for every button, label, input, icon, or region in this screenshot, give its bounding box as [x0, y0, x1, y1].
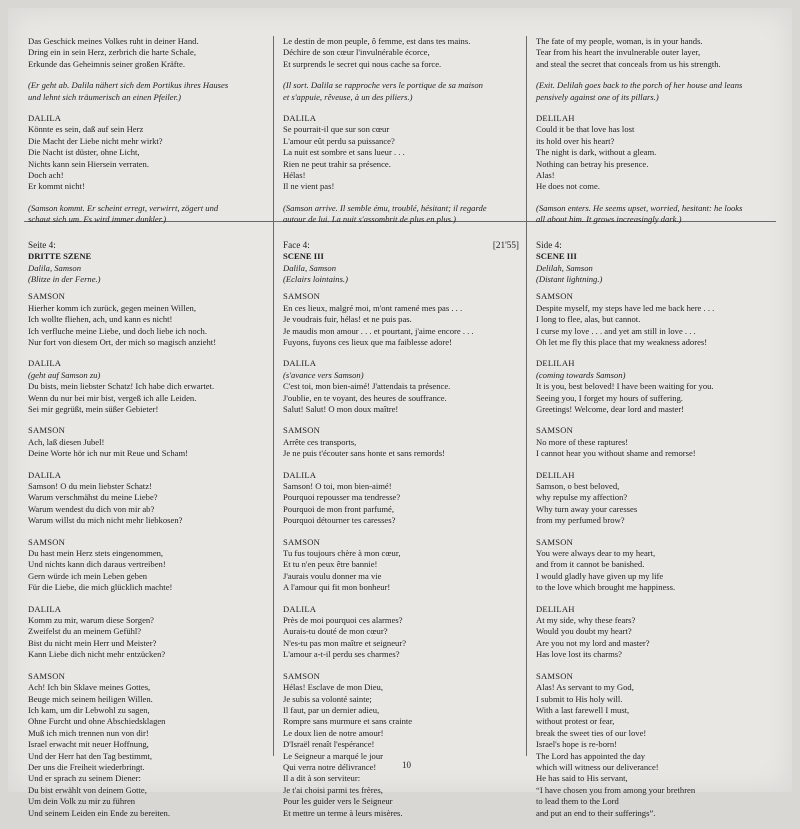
verse-line: N'es-tu pas mon maître et seigneur? — [283, 637, 407, 648]
verse-line: C'est toi, mon bien-aimé! J'attendais ta présence. — [283, 381, 451, 392]
side-label — [283, 240, 523, 251]
speaker-name: SAMSON — [283, 291, 321, 302]
verse-line: Rien ne peut trahir sa présence. — [283, 158, 391, 169]
stage-direction-line: (Distant lightning.) — [536, 273, 603, 284]
verse-line: Pour les guider vers le Seigneur — [283, 796, 393, 807]
verse-line: to the love which brought me happiness. — [536, 582, 676, 593]
opening-verse — [536, 36, 776, 70]
verse-line: Der uns die Freiheit wiederbringt. — [28, 761, 145, 772]
speaker-name: DALILA — [283, 358, 317, 369]
column-divider — [273, 36, 274, 756]
speech — [283, 113, 523, 193]
column-german — [28, 36, 268, 829]
stage-direction-line: (coming towards Samson) — [536, 369, 626, 380]
verse-line: Hierher komm ich zurück, gegen meinen Willen, — [28, 302, 196, 313]
stage-direction-line: (Exit. Delilah goes back to the porch of her house and leans — [536, 80, 743, 91]
verse-line: and from it cannot be banished. — [536, 559, 645, 570]
verse-line: J'aurais voulu donner ma vie — [283, 570, 382, 581]
verse-line: Je t'ai choisi parmi tes frères, — [283, 784, 383, 795]
speech — [536, 604, 776, 661]
verse-line: Il faut, par un dernier adieu, — [283, 704, 380, 715]
stage-direction — [283, 80, 523, 103]
verse-line: Doch ach! — [28, 170, 64, 181]
verse-line: I cannot hear you without shame and remorse! — [536, 448, 696, 459]
speech — [536, 671, 776, 819]
verse-line: Je voudrais fuir, hélas! et ne puis pas. — [283, 314, 412, 325]
verse-line: The Lord has appointed the day — [536, 750, 646, 761]
verse-line: At my side, why these fears? — [536, 615, 636, 626]
verse-line: Qui verra notre délivrance! — [283, 761, 377, 772]
speaker-name: DELILAH — [536, 469, 575, 480]
verse-line: “I have chosen you from among your brethren — [536, 784, 696, 795]
verse-line: Oh let me fly this place that my weakness adores! — [536, 336, 708, 347]
side-label-text: Side 4: — [536, 239, 562, 250]
verse-line: Israel's hope is re-born! — [536, 739, 618, 750]
verse-line: Samson! O du mein liebster Schatz! — [28, 481, 152, 491]
verse-line: Warum verschmähst du meine Liebe? — [28, 492, 158, 503]
verse-line: Déchire de son cœur l'invulnérable écorce, — [283, 47, 430, 58]
verse-line: Could it be that love has lost — [536, 124, 635, 135]
speaker-name: DALILA — [283, 469, 317, 480]
verse-line: Pourquoi détourner tes caresses? — [283, 515, 396, 526]
opening-verse — [283, 36, 523, 70]
stage-direction-line: (Eclairs lointains.) — [283, 273, 348, 284]
verse-line: I submit to His holy will. — [536, 693, 623, 704]
speaker-name: DALILA — [28, 358, 62, 369]
speaker-name: SAMSON — [283, 670, 321, 681]
speech — [283, 671, 523, 819]
speech — [28, 470, 268, 527]
verse-line: Die Nacht ist düster, ohne Licht, — [28, 147, 140, 158]
verse-line: Ohne Furcht und ohne Abschiedsklagen — [28, 716, 166, 727]
verse-line: without protest or fear, — [536, 716, 615, 727]
verse-line: Aurais-tu douté de mon cœur? — [283, 626, 388, 637]
verse-line: L'amour a-t-il perdu ses charmes? — [283, 649, 400, 660]
verse-line: A l'amour qui fit mon bonheur! — [283, 582, 391, 593]
verse-line: Are you not my lord and master? — [536, 637, 650, 648]
verse-line: I long to flee, alas, but cannot. — [536, 314, 641, 325]
speaker-name: SAMSON — [536, 425, 574, 436]
verse-line: D'Israël renaît l'espérance! — [283, 739, 375, 750]
scene-characters: Delilah, Samson — [536, 262, 593, 273]
verse-line: Fuyons, fuyons ces lieux que ma faiblesse adore! — [283, 336, 452, 347]
verse-line: Komm zu mir, warum diese Sorgen? — [28, 615, 154, 626]
stage-direction-line: (Samson arrive. Il semble ému, troublé, hésitant; il regarde — [283, 202, 487, 213]
speaker-name: SAMSON — [283, 536, 321, 547]
stage-direction-line: autour de lui. La nuit s'assombrit de plus en plus.) — [283, 214, 457, 225]
verse-line: Ach! Ich bin Sklave meines Gottes, — [28, 682, 151, 693]
verse-line: Beuge mich seinem heiligen Willen. — [28, 693, 153, 704]
stage-direction-line: (Blitze in der Ferne.) — [28, 273, 101, 284]
speech — [28, 358, 268, 415]
stage-direction-line: und lehnt sich träumerisch an einen Pfeiler.) — [28, 91, 181, 102]
verse-line: Le destin de mon peuple, ô femme, est dans tes mains. — [283, 36, 471, 46]
scene-heading — [28, 240, 268, 286]
verse-line: Nothing can betray his presence. — [536, 158, 649, 169]
verse-line: Alas! — [536, 170, 555, 181]
scene-characters: Dalila, Samson — [283, 262, 336, 273]
verse-line: Dring ein in sein Herz, zerbrich die harte Schale, — [28, 47, 196, 58]
speech — [536, 537, 776, 594]
track-time: [21'55] — [492, 239, 519, 250]
stage-direction-line: all about him. It grows increasingly dark.) — [536, 214, 682, 225]
verse-line: from my perfumed brow? — [536, 515, 625, 526]
verse-line: With a last farewell I must, — [536, 704, 630, 715]
verse-line: Warum wendest du dich von mir ab? — [28, 503, 155, 514]
verse-line: Je ne puis t'écouter sans honte et sans remords! — [283, 448, 445, 459]
speaker-name: DALILA — [283, 603, 317, 614]
stage-direction-line: schaut sich um. Es wird immer dunkler.) — [28, 214, 167, 225]
speaker-name: SAMSON — [283, 425, 321, 436]
verse-line: The night is dark, without a gleam. — [536, 147, 657, 158]
verse-line: I curse my love . . . and yet am still in love . . . — [536, 325, 696, 336]
speech — [283, 291, 523, 348]
verse-line: I would gladly have given up my life — [536, 570, 664, 581]
speaker-name: DELILAH — [536, 358, 575, 369]
speech — [28, 537, 268, 594]
scene-title: SCENE III — [283, 251, 324, 262]
verse-line: No more of these raptures! — [536, 436, 629, 447]
verse-line: Le doux lien de notre amour! — [283, 727, 384, 738]
verse-line: L'amour eût perdu sa puissance? — [283, 135, 395, 146]
side-label — [28, 240, 268, 251]
verse-line: to lead them to the Lord — [536, 796, 619, 807]
stage-direction-line: (Il sort. Dalila se rapproche vers le portique de sa maison — [283, 80, 483, 91]
verse-line: Gern würde ich mein Leben geben — [28, 570, 148, 581]
verse-line: Il ne vient pas! — [283, 181, 335, 192]
verse-line: Kann Liebe dich nicht mehr entzücken? — [28, 649, 166, 660]
speech — [536, 113, 776, 193]
speech — [28, 113, 268, 193]
scene-heading — [536, 240, 776, 286]
verse-line: Greetings! Welcome, dear lord and master! — [536, 403, 685, 414]
speech — [28, 425, 268, 459]
scene-title: SCENE III — [536, 251, 577, 262]
stage-direction — [536, 80, 776, 103]
verse-line: Je maudis mon amour . . . et pourtant, j'aime encore . . . — [283, 325, 474, 336]
column-french — [283, 36, 523, 829]
verse-line: Arrête ces transports, — [283, 436, 357, 447]
verse-line: Erkunde das Geheimnis seiner großen Kräfte. — [28, 58, 186, 69]
verse-line: Samson, o best beloved, — [536, 481, 620, 491]
verse-line: Das Geschick meines Volkes ruht in deiner Hand. — [28, 36, 199, 46]
verse-line: Et tu n'en peux être bannie! — [283, 559, 378, 570]
verse-line: J'oublie, en te voyant, des heures de souffrance. — [283, 392, 447, 403]
verse-line: Bist du nicht mein Herr und Meister? — [28, 637, 157, 648]
verse-line: Könnte es sein, daß auf sein Herz — [28, 124, 144, 135]
verse-line: Und der Herr hat den Tag bestimmt, — [28, 750, 153, 761]
scene-heading — [283, 240, 523, 286]
side-label-text: Face 4: — [283, 239, 310, 250]
verse-line: The fate of my people, woman, is in your hands. — [536, 36, 703, 46]
speaker-name: DALILA — [28, 469, 62, 480]
verse-line: Why turn away your caresses — [536, 503, 638, 514]
opening-verse — [28, 36, 268, 70]
verse-line: Israel erwacht mit neuer Hoffnung, — [28, 739, 149, 750]
verse-line: and steal the secret that conceals from us his strength. — [536, 58, 721, 69]
speech — [283, 604, 523, 661]
verse-line: Près de moi pourquoi ces alarmes? — [283, 615, 403, 626]
verse-line: break the sweet ties of our love! — [536, 727, 647, 738]
stage-direction — [28, 203, 268, 226]
verse-line: Tu fus toujours chère à mon cœur, — [283, 548, 401, 559]
speaker-name: DELILAH — [536, 603, 575, 614]
verse-line: Et surprends le secret qui nous cache sa force. — [283, 58, 442, 69]
stage-direction-line: et s'appuie, rêveuse, à un des piliers.) — [283, 91, 413, 102]
verse-line: He does not come. — [536, 181, 600, 192]
verse-line: Und nichts kann dich daraus vertreiben! — [28, 559, 166, 570]
speech — [283, 470, 523, 527]
verse-line: Du bists, mein liebster Schatz! Ich habe dich erwartet. — [28, 381, 215, 392]
libretto-page — [8, 8, 792, 818]
verse-line: Du bist erwählt von deinem Gotte, — [28, 784, 147, 795]
speech — [283, 537, 523, 594]
scene-title: DRITTE SZENE — [28, 251, 92, 262]
verse-line: Salut! Salut! O mon doux maître! — [283, 403, 399, 414]
column-english — [536, 36, 776, 829]
speaker-name: SAMSON — [28, 291, 66, 302]
verse-line: Er kommt nicht! — [28, 181, 85, 192]
verse-line: Und er sprach zu seinem Diener: — [28, 773, 141, 784]
verse-line: Und seinem Leiden ein Ende zu bereiten. — [28, 807, 170, 818]
page-number: 10 — [402, 760, 411, 770]
verse-line: Tear from his heart the invulnerable outer layer, — [536, 47, 701, 58]
verse-line: Du hast mein Herz stets eingenommen, — [28, 548, 164, 559]
verse-line: Ich verfluche meine Liebe, und doch liebe ich noch. — [28, 325, 207, 336]
stage-direction — [536, 203, 776, 226]
speech — [283, 358, 523, 415]
verse-line: Ach, laß diesen Jubel! — [28, 436, 105, 447]
verse-line: En ces lieux, malgré moi, m'ont ramené mes pas . . . — [283, 302, 463, 313]
speaker-name: SAMSON — [28, 425, 66, 436]
verse-line: Ich kam, um dir Lebwohl zu sagen, — [28, 704, 150, 715]
verse-line: Je subis sa volonté sainte; — [283, 693, 372, 704]
verse-line: its hold over his heart? — [536, 135, 615, 146]
verse-line: and put an end to their sufferings”. — [536, 807, 656, 818]
verse-line: It is you, best beloved! I have been waiting for you. — [536, 381, 714, 392]
speaker-name: SAMSON — [536, 291, 574, 302]
verse-line: which will witness our deliverance! — [536, 761, 659, 772]
verse-line: Seeing you, I forget my hours of suffering. — [536, 392, 683, 403]
column-divider — [526, 36, 527, 756]
speaker-name: SAMSON — [536, 670, 574, 681]
stage-direction — [28, 80, 268, 103]
speech — [28, 604, 268, 661]
verse-line: Die Macht der Liebe nicht mehr wirkt? — [28, 135, 163, 146]
stage-direction — [283, 203, 523, 226]
verse-line: Wenn du nur bei mir bist, vergeß ich alle Leiden. — [28, 392, 197, 403]
verse-line: Et mettre un terme à leurs misères. — [283, 807, 403, 818]
verse-line: Hélas! Esclave de mon Dieu, — [283, 682, 383, 693]
speaker-name: SAMSON — [536, 536, 574, 547]
speaker-name: DELILAH — [536, 113, 575, 124]
verse-line: Pourquoi de mon front parfumé, — [283, 503, 394, 514]
stage-direction-line: pensively against one of its pillars.) — [536, 91, 659, 102]
speech — [28, 291, 268, 348]
verse-line: Sei mir gegrüßt, mein süßer Gebieter! — [28, 403, 159, 414]
side-label — [536, 240, 776, 251]
speaker-name: SAMSON — [28, 536, 66, 547]
speaker-name: DALILA — [28, 113, 62, 124]
verse-line: Samson! O toi, mon bien-aimé! — [283, 481, 392, 491]
stage-direction-line: (Samson kommt. Er scheint erregt, verwirrt, zögert und — [28, 202, 219, 213]
speaker-name: SAMSON — [28, 670, 66, 681]
verse-line: Für die Liebe, die mich glücklich machte! — [28, 582, 173, 593]
verse-line: You were always dear to my heart, — [536, 548, 656, 559]
stage-direction-line: (geht auf Samson zu) — [28, 369, 101, 380]
speech — [536, 358, 776, 415]
verse-line: Le Seigneur a marqué le jour — [283, 750, 383, 761]
verse-line: Deine Worte hör ich nur mit Reue und Scham! — [28, 448, 189, 459]
verse-line: Ich wollte fliehen, ach, und kann es nicht! — [28, 314, 173, 325]
verse-line: Rompre sans murmure et sans crainte — [283, 716, 413, 727]
verse-line: Pourquoi repousser ma tendresse? — [283, 492, 401, 503]
verse-line: Has love lost its charms? — [536, 649, 622, 660]
speech — [536, 470, 776, 527]
verse-line: He has said to His servant, — [536, 773, 628, 784]
verse-line: Il a dit à son serviteur: — [283, 773, 361, 784]
stage-direction-line: (Samson enters. He seems upset, worried, hesitant: he looks — [536, 202, 743, 213]
verse-line: Nur fort von diesem Ort, der mich so magisch anzieht! — [28, 336, 217, 347]
verse-line: Despite myself, my steps have led me back here . . . — [536, 302, 715, 313]
verse-line: why repulse my affection? — [536, 492, 628, 503]
verse-line: La nuit est sombre et sans lueur . . . — [283, 147, 405, 158]
speech — [283, 425, 523, 459]
speech — [536, 291, 776, 348]
verse-line: Nichts kann sein Hiersein verraten. — [28, 158, 149, 169]
side-label-text: Seite 4: — [28, 239, 56, 250]
verse-line: Would you doubt my heart? — [536, 626, 632, 637]
stage-direction-line: (s'avance vers Samson) — [283, 369, 364, 380]
speech — [536, 425, 776, 459]
verse-line: Se pourrait-il que sur son cœur — [283, 124, 390, 135]
verse-line: Um dein Volk zu mir zu führen — [28, 796, 136, 807]
speaker-name: DALILA — [283, 113, 317, 124]
speaker-name: DALILA — [28, 603, 62, 614]
stage-direction-line: (Er geht ab. Dalila nähert sich dem Portikus ihres Hauses — [28, 80, 229, 91]
speech — [28, 671, 268, 819]
verse-line: Hélas! — [283, 170, 306, 181]
verse-line: Muß ich mich trennen nun von dir! — [28, 727, 149, 738]
verse-line: Warum willst du mich nicht mehr liebkosen? — [28, 515, 183, 526]
scene-characters: Dalila, Samson — [28, 262, 81, 273]
verse-line: Alas! As servant to my God, — [536, 682, 634, 693]
verse-line: Zweifelst du an meinem Gefühl? — [28, 626, 142, 637]
